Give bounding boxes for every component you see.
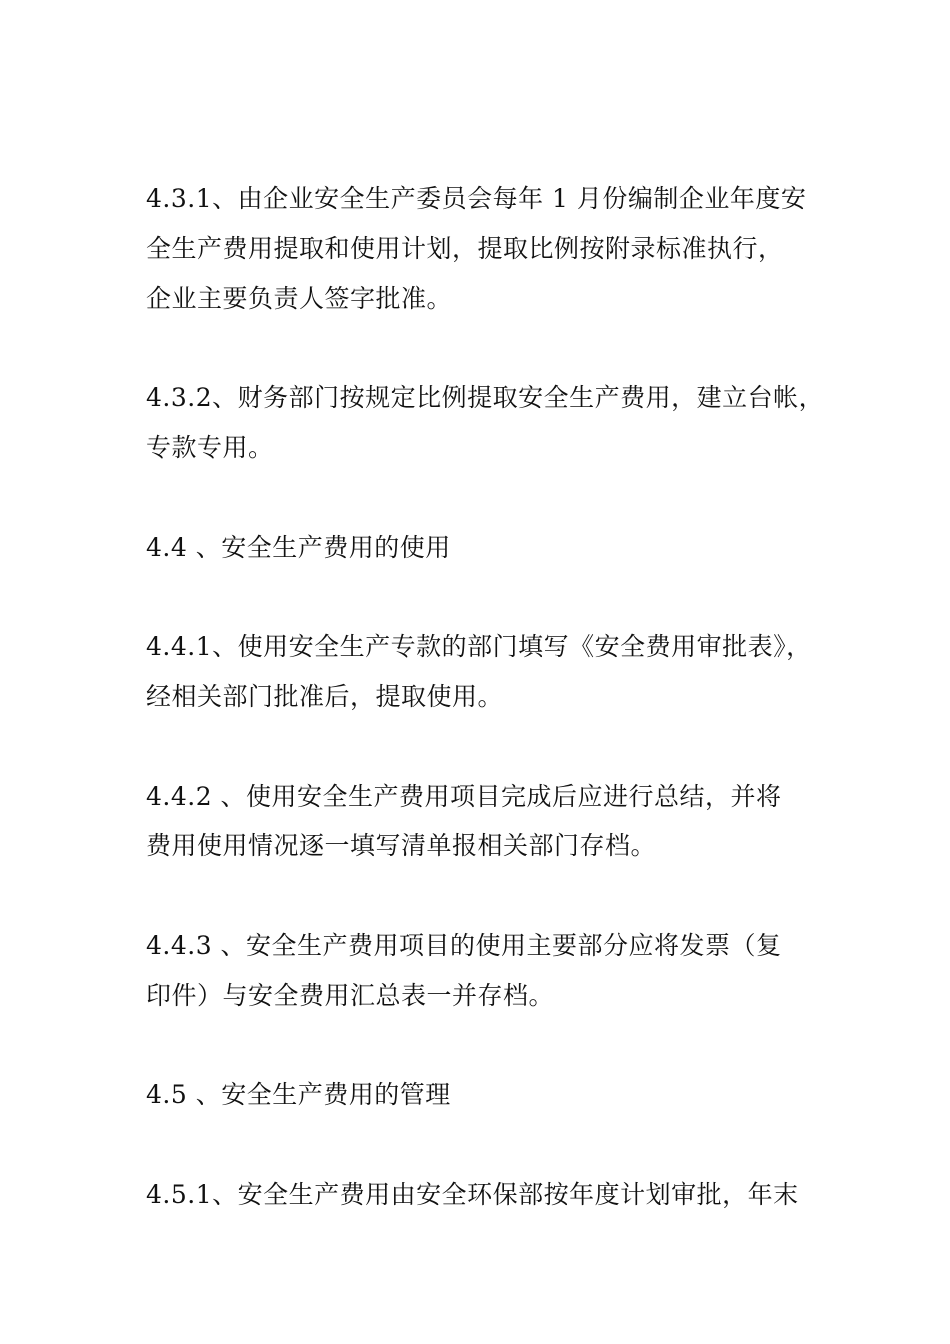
paragraph-4-3-1-line-2: 全生产费用提取和使用计划，提取比例按附录标准执行，	[146, 234, 784, 263]
paragraph-4-4-1-line-1: 4.4.1、使用安全生产专款的部门填写《安全费用审批表》，	[146, 632, 812, 661]
paragraph-4-3-1-line-3: 企业主要负责人签字批准。	[146, 284, 453, 313]
section-heading-4-5: 4.5 、安全生产费用的管理	[146, 1080, 451, 1109]
section-heading-4-4: 4.4 、安全生产费用的使用	[146, 533, 451, 562]
paragraph-4-4-3-line-1: 4.4.3 、安全生产费用项目的使用主要部分应将发票（复	[146, 931, 782, 960]
paragraph-4-4-3-line-2: 印件）与安全费用汇总表一并存档。	[146, 981, 555, 1010]
paragraph-4-4-2-line-1: 4.4.2 、使用安全生产费用项目完成后应进行总结，并将	[146, 782, 782, 811]
paragraph-4-4-1-line-2: 经相关部门批准后，提取使用。	[146, 682, 504, 711]
paragraph-4-3-1-line-1: 4.3.1、由企业安全生产委员会每年 1 月份编制企业年度安	[146, 184, 807, 213]
paragraph-4-3-2-line-1: 4.3.2、财务部门按规定比例提取安全生产费用，建立台帐，	[146, 383, 825, 412]
paragraph-4-5-1-line-1: 4.5.1、安全生产费用由安全环保部按年度计划审批，年末	[146, 1180, 799, 1209]
paragraph-4-3-2-line-2: 专款专用。	[146, 433, 274, 462]
paragraph-4-4-2-line-2: 费用使用情况逐一填写清单报相关部门存档。	[146, 831, 657, 860]
